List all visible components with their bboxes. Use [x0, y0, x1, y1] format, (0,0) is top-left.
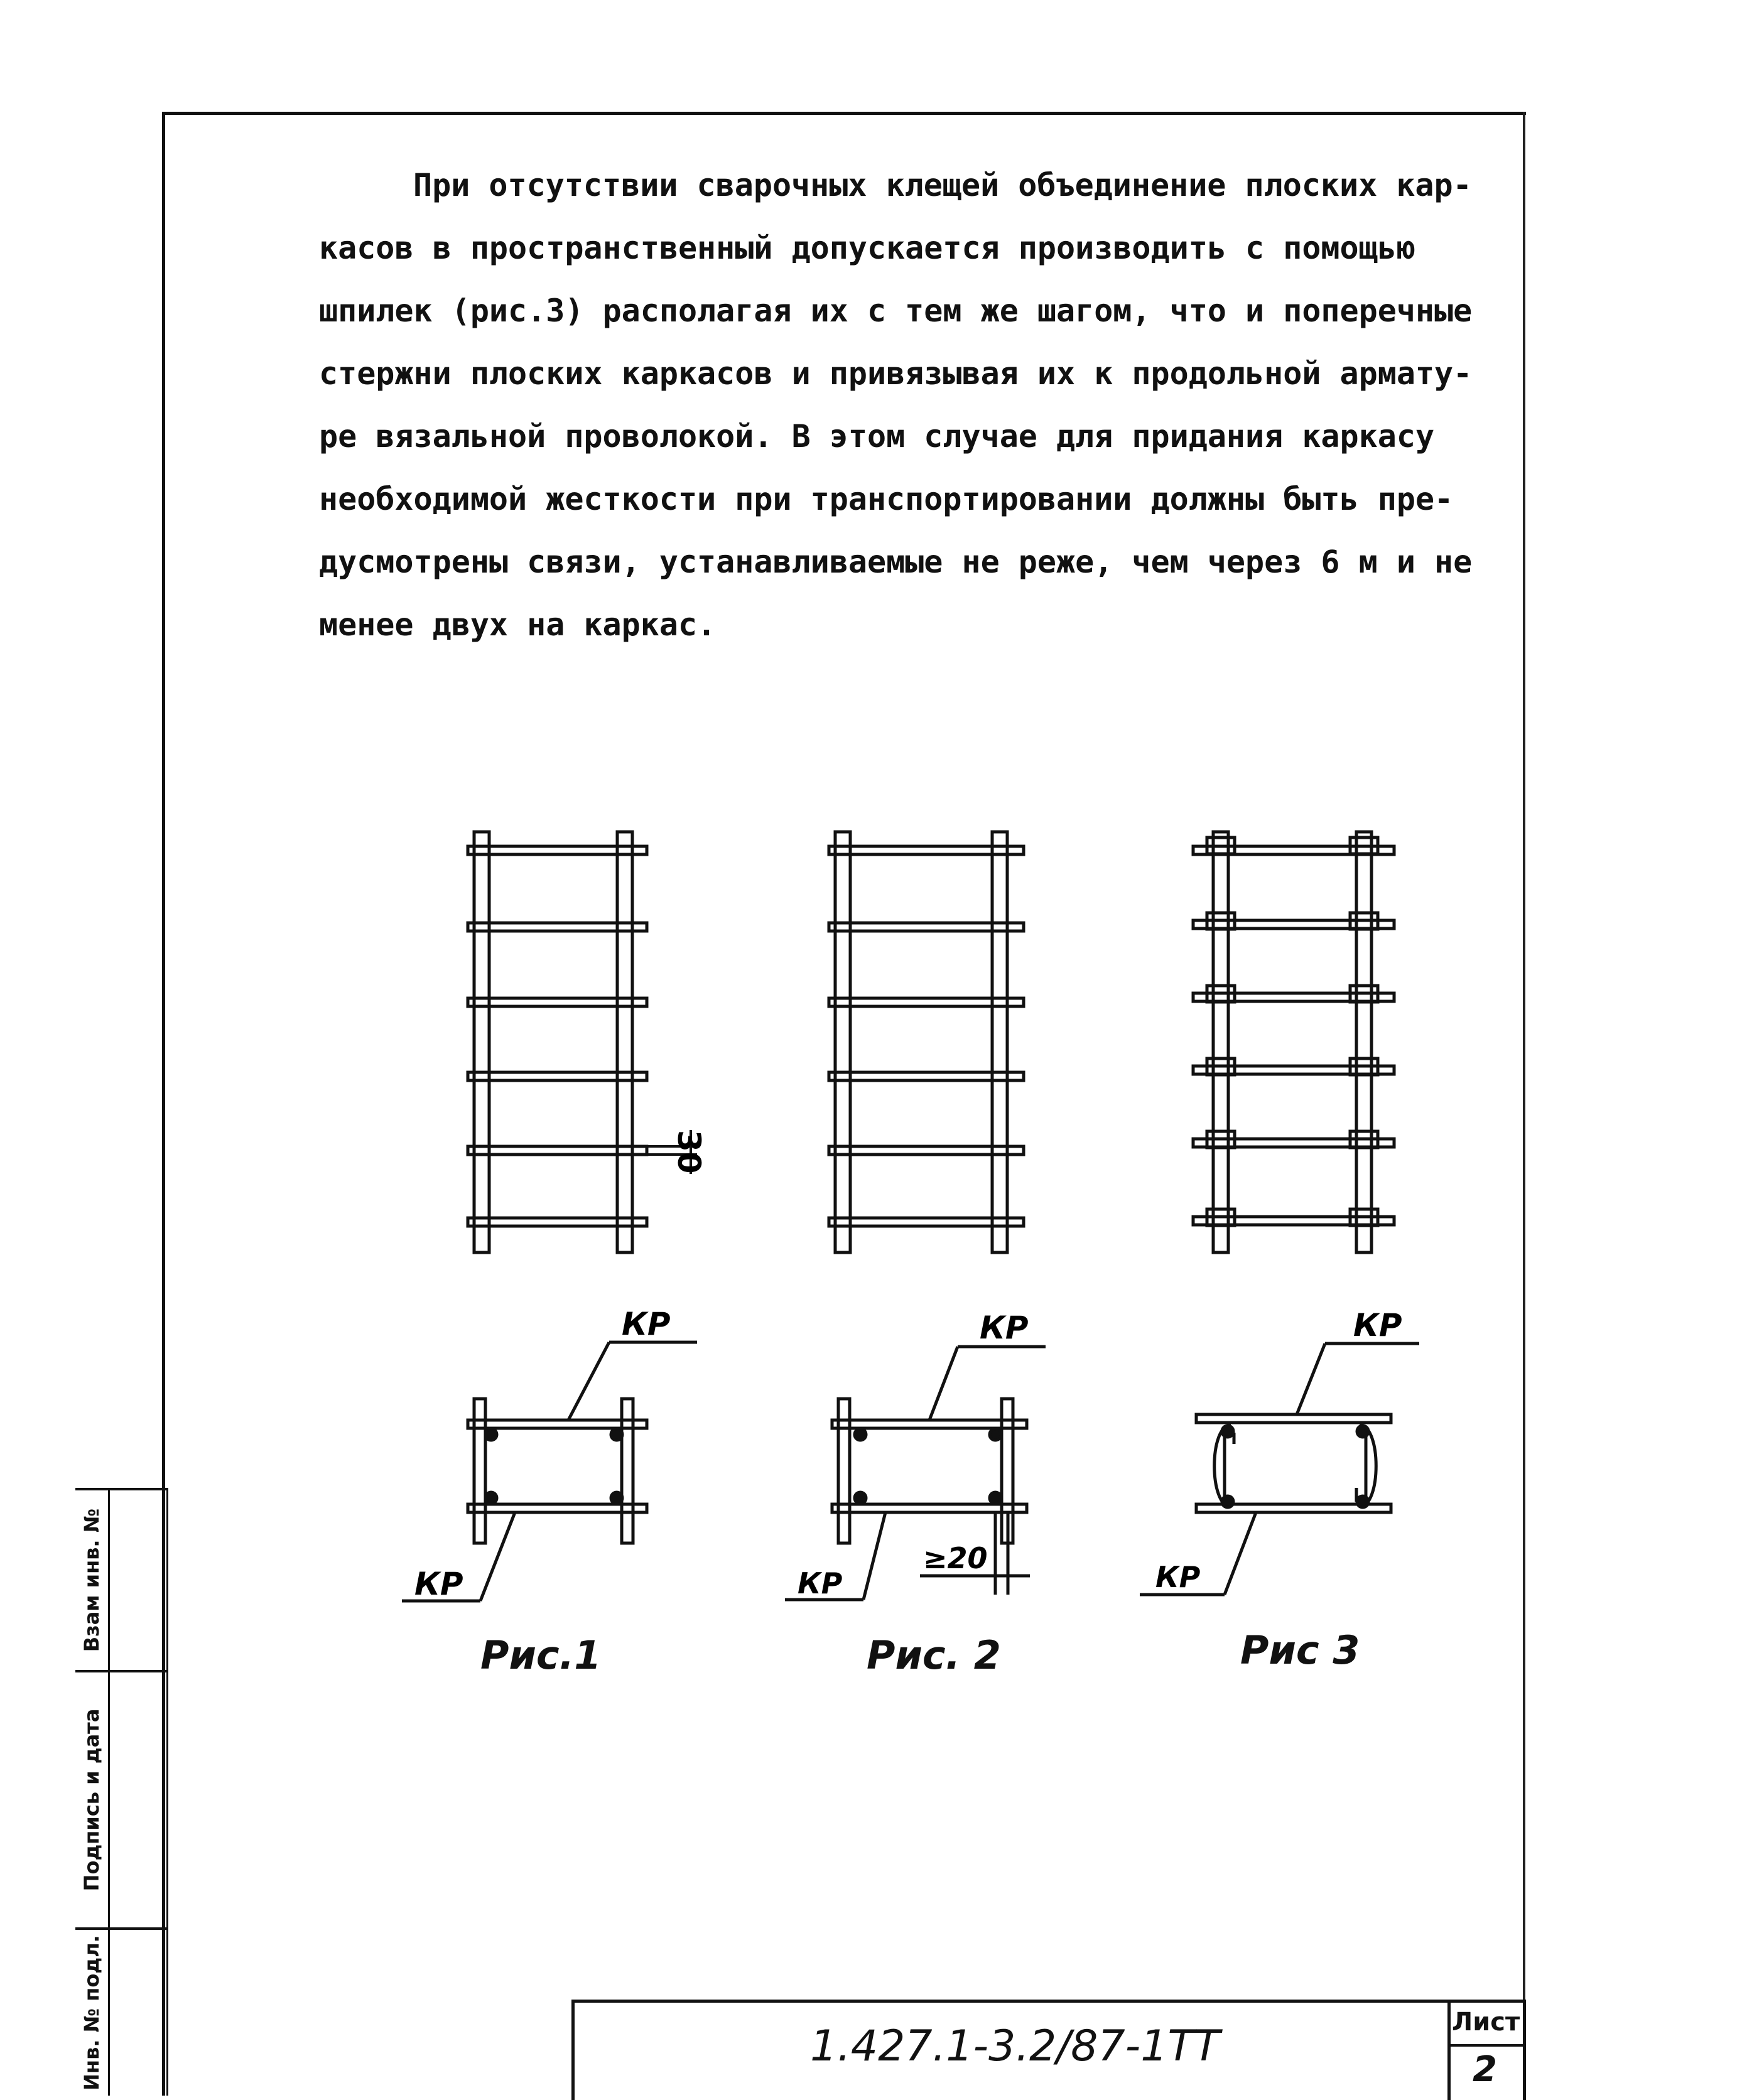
body-line: касов в пространственный допускается производить с помощью — [319, 230, 1415, 266]
figure-2-section-label-top: КР — [980, 1310, 1029, 1346]
stamp-value-cell — [108, 1670, 168, 1927]
figure-1-cross-section — [402, 1342, 697, 1601]
figure-3-section-label-bottom: КР — [1155, 1560, 1201, 1594]
figure-2-dimension-label: ≥20 — [923, 1541, 988, 1575]
body-line: необходимой жесткости при транспортировании должны быть пре- — [319, 481, 1454, 517]
stamp-cell-original-inventory — [75, 1927, 108, 2096]
body-line: шпилек (рис.3) располагая их с тем же шагом, что и поперечные — [319, 293, 1473, 329]
body-line: стержни плоских каркасов и привязывая их к продольной армату- — [319, 355, 1473, 392]
figure-3-caption: Рис 3 — [1240, 1627, 1360, 1673]
figure-1-section-label-bottom: КР — [414, 1566, 463, 1602]
stamp-label-signature-date: Подпись и дата — [80, 1708, 104, 1892]
sheet-divider — [1447, 2044, 1526, 2047]
stamp-value-cell — [108, 1927, 168, 2096]
stamp-cell-signature-date — [75, 1670, 108, 1927]
figure-1-caption: Рис.1 — [480, 1632, 602, 1678]
figure-3-section-label-top: КР — [1353, 1307, 1402, 1343]
figure-3-cross-section — [1140, 1343, 1419, 1595]
stamp-label-original-inventory: Инв. № подл. — [80, 1935, 104, 2091]
figure-1-frame-elevation — [468, 832, 647, 1252]
figure-3-frame-elevation — [1193, 832, 1394, 1252]
body-line: менее двух на каркас. — [319, 606, 717, 643]
stamp-cell-replacement-inventory — [75, 1488, 108, 1670]
document-code: 1.427.1-3.2/87-1ТТ — [810, 2022, 1220, 2071]
stamp-right-border — [166, 1488, 168, 2096]
body-line: дусмотрены связи, устанавливаемые не реже, чем через 6 м и не — [319, 544, 1473, 580]
body-line: При отсутствии сварочных клещей объединение плоских кар- — [413, 167, 1472, 203]
figure-1-section-label-top: КР — [622, 1306, 671, 1342]
figure-2-frame-elevation — [829, 832, 1024, 1252]
stamp-label-replacement-inventory: Взам инв. № — [80, 1508, 104, 1652]
stamp-table — [75, 1488, 168, 2096]
body-line: ре вязальной проволокой. В этом случае для придания каркасу — [319, 418, 1435, 455]
sheet-label: Лист — [1452, 2008, 1520, 2037]
sheet-number: 2 — [1473, 2049, 1497, 2090]
figure-1-dimension-label: 30 — [671, 1130, 707, 1174]
stamp-value-cell — [108, 1488, 168, 1670]
figure-2-section-label-bottom: КР — [798, 1566, 843, 1600]
figure-2-cross-section — [785, 1347, 1046, 1600]
figure-2-caption: Рис. 2 — [867, 1632, 1001, 1678]
